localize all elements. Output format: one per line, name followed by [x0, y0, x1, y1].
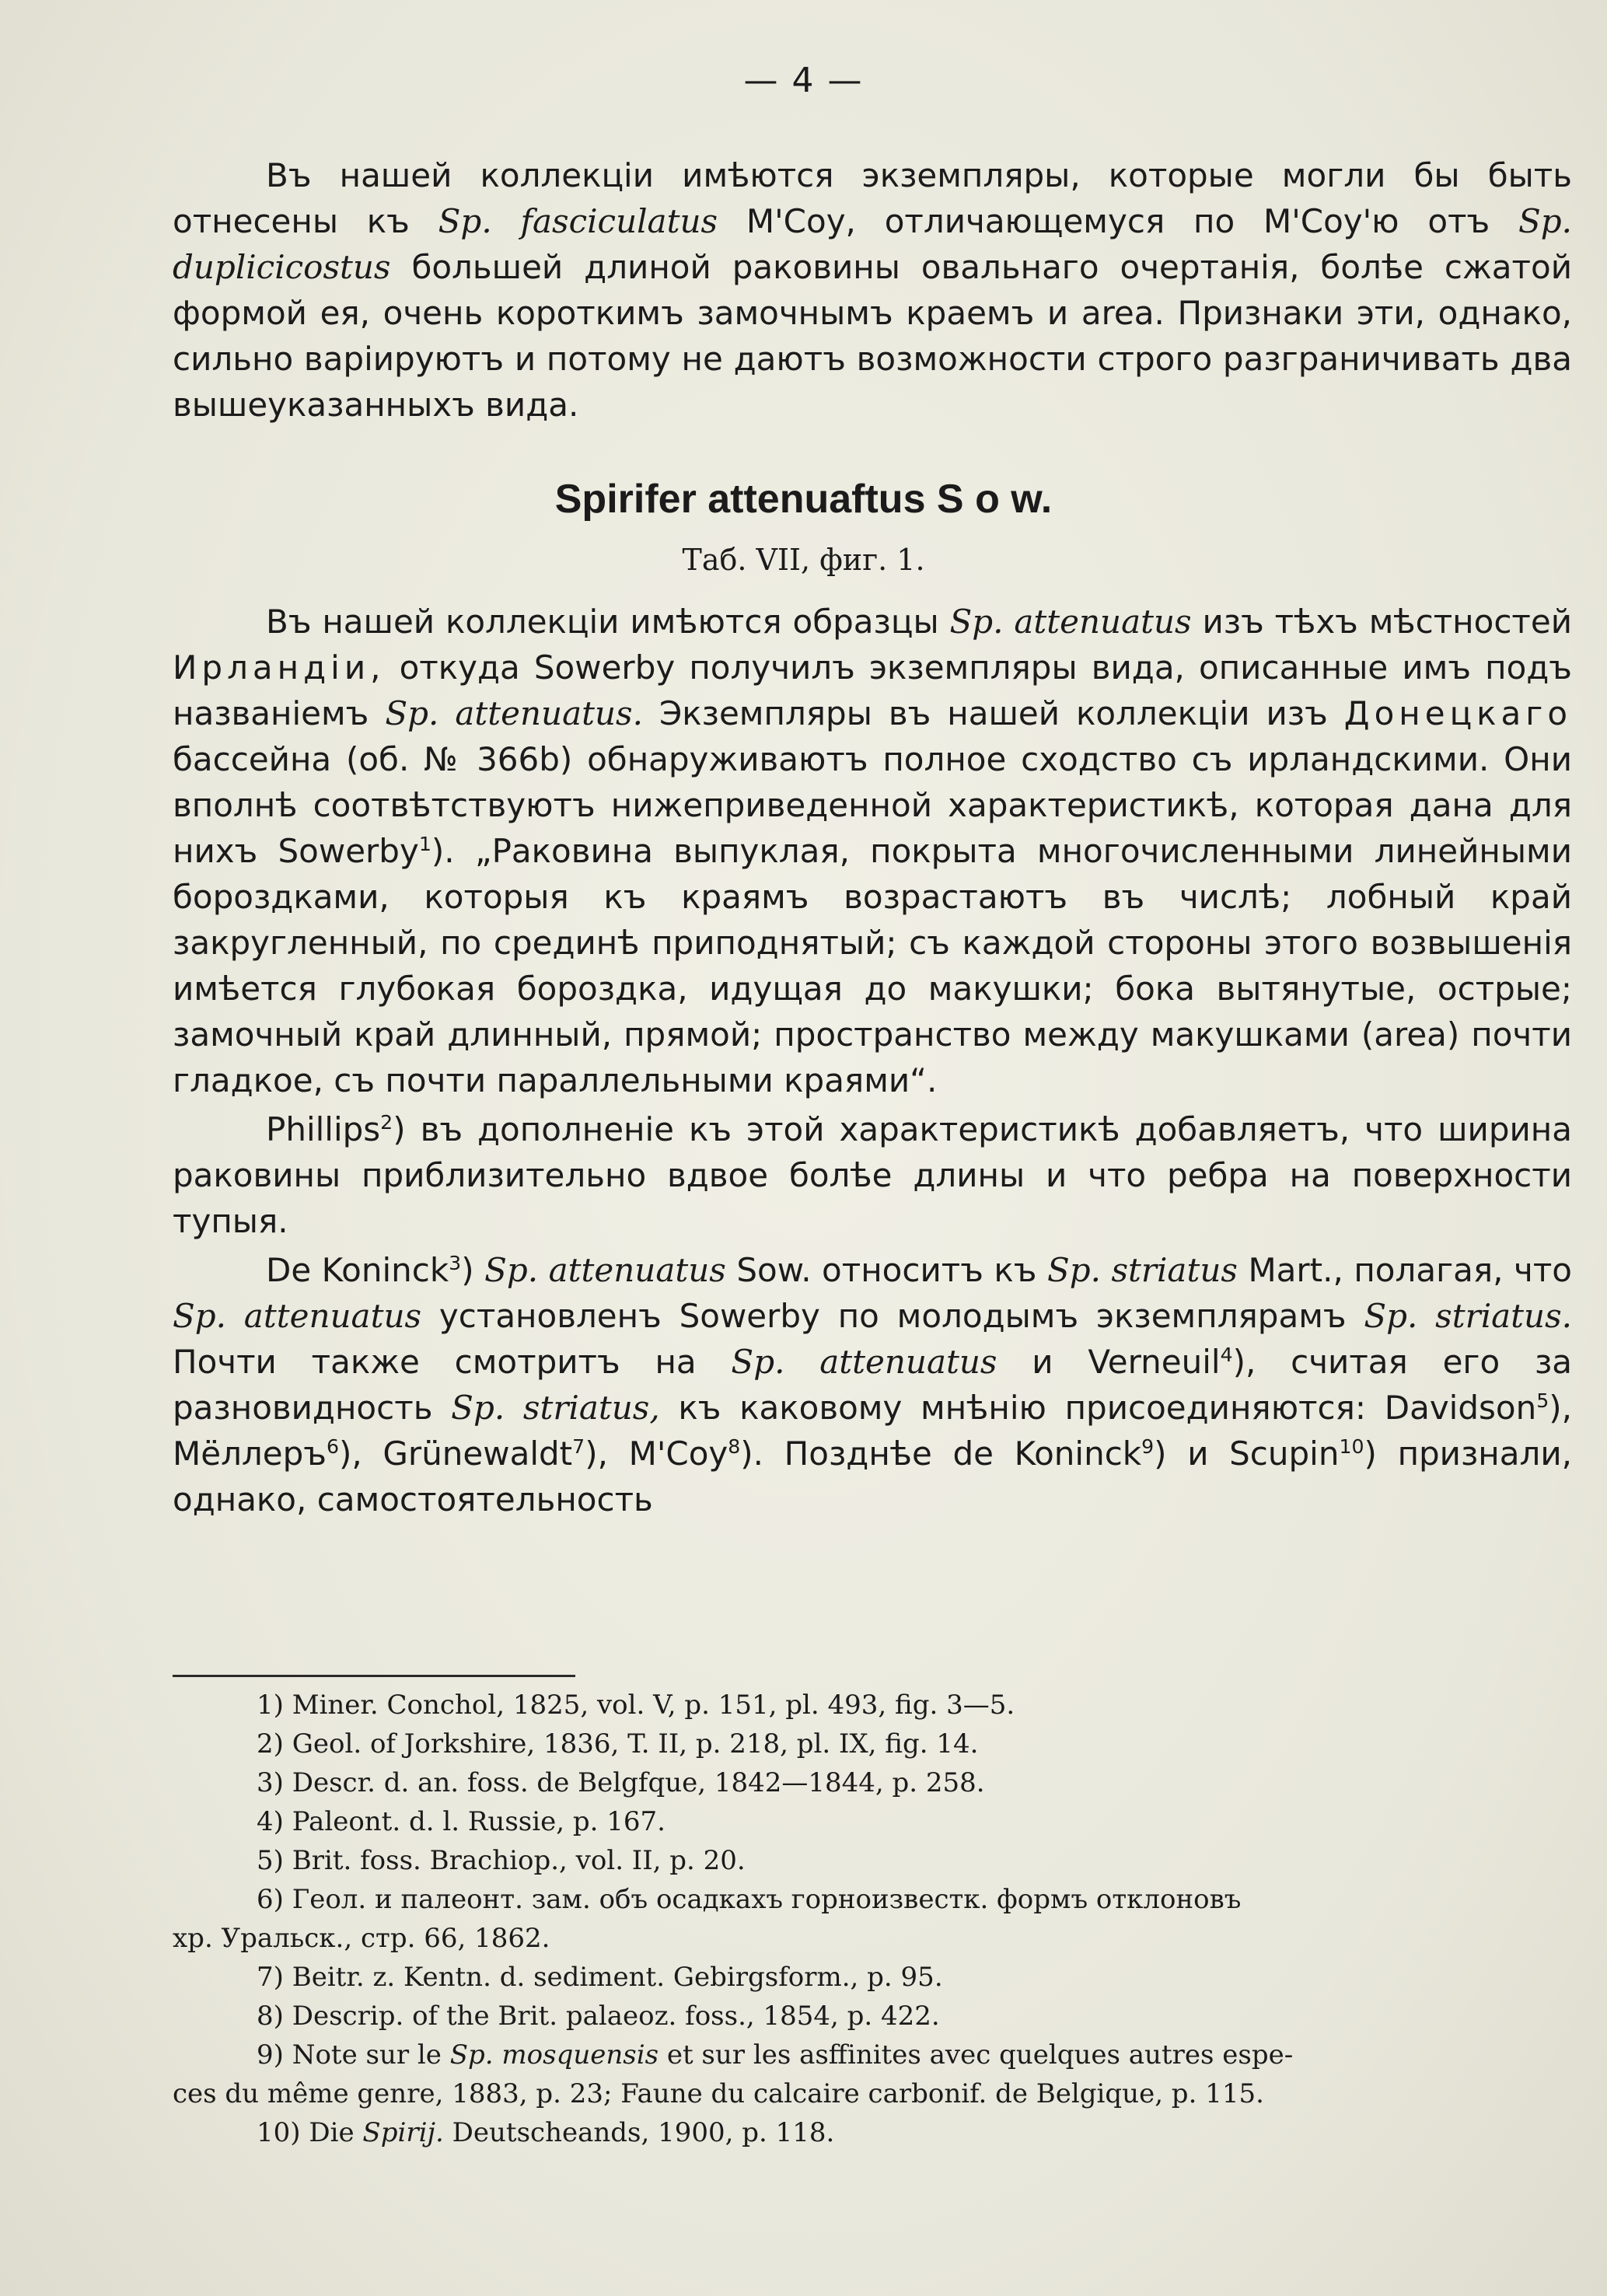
author-name: De Koninck — [266, 1251, 449, 1289]
footnote-4: 4) Paleont. d. l. Russie, p. 167. — [257, 1806, 666, 1837]
footnote-9-text: 9) Note sur le — [257, 2039, 442, 2071]
para4-text: считая его за разновидность — [173, 1343, 1573, 1427]
para4-text: M'Coy — [628, 1435, 728, 1473]
species-name: Sp. attenuatus. — [385, 694, 643, 732]
species-name: Sp. duplicicostus — [173, 202, 1572, 286]
species-name: Sp. attenuatus — [484, 1251, 726, 1289]
footnote-10-text: 10) Die — [257, 2117, 355, 2148]
species-name: Sp. mosquensis — [449, 2039, 659, 2071]
footnote-1: 1) Miner. Conchol, 1825, vol. V, p. 151, pl. 493, fig. 3—5. — [257, 1690, 1015, 1721]
para3-text: въ дополненіе къ этой характеристикѣ добавляетъ, что ширина раковины приблизительно вдвое болѣе длины и что ребра на поверхности тупыя. — [173, 1110, 1572, 1240]
footnote-5: 5) Brit. foss. Brachiop., vol. II, p. 20. — [257, 1845, 746, 1876]
footnote-8: 8) Descrip. of the Brit. palaeoz. foss., 1854, p. 422. — [257, 2001, 940, 2032]
species-name: Sp. striatus — [1046, 1251, 1238, 1289]
para4-text: Sow. относитъ къ — [736, 1251, 1037, 1289]
paragraph-1 — [173, 152, 1572, 428]
species-name: Sp. attenuatus — [731, 1343, 997, 1381]
para4-text: Мёллеръ — [173, 1435, 327, 1473]
para1-text: Въ нашей коллекціи имѣются экземпляры, которые могли бы быть отнесены къ — [173, 156, 1572, 240]
page-number: — 4 — — [743, 61, 864, 100]
para4-text: Mart., полагая, что — [1248, 1251, 1572, 1289]
para1-text: большей длиной раковины овальнаго очертанія, болѣе сжатой формой ея, очень короткимъ замочнымъ краемъ и area. Признаки эти, однако, сильно варіируютъ и потому не даютъ возможности строго разграничивать два вышеуказанныхъ вида. — [173, 248, 1572, 424]
para2-text: изъ тѣхъ мѣстностей — [1202, 603, 1573, 641]
para2-text: бассейна (об. № 366b) обнаруживаютъ полное сходство съ ирландскими. Они вполнѣ соотвѣтствуютъ нижеприведенной характеристикѣ, которая дана для нихъ Sowerby — [173, 740, 1572, 870]
footnote-9 — [257, 2036, 1578, 2074]
author-name: Phillips — [266, 1110, 381, 1148]
species-name: Sp. attenuatus — [173, 1297, 422, 1335]
plate-reference: Таб. VII, фиг. 1. — [682, 543, 925, 577]
footnotes — [173, 1686, 1578, 2152]
species-name: Sp. striatus, — [451, 1389, 660, 1427]
place-name: Донецкаго — [1343, 694, 1573, 732]
para4-text: къ каковому мнѣнію присоединяются: Davidson — [678, 1389, 1537, 1427]
footnote-6: 6) Геол. и палеонт. зам. объ осадкахъ горноизвестк. формъ отклоновъ — [257, 1884, 1242, 1915]
genus-name: Spirij. — [362, 2117, 444, 2148]
footnote-3: 3) Descr. d. an. foss. de Belgfque, 1842—1844, p. 258. — [257, 1767, 985, 1798]
para4-text: признали, однако, самостоятельность — [173, 1435, 1572, 1518]
para2-text: Въ нашей коллекціи имѣются образцы — [266, 603, 939, 641]
footnote-9-text: et sur les asffinites avec quelques autres espe- — [666, 2039, 1294, 2071]
section-heading: Spirifer attenuaftus S o w. — [554, 477, 1053, 522]
footnote-10-text: Deutscheands, 1900, p. 118. — [452, 2117, 835, 2148]
para4-text: установленъ Sowerby по молодымъ экземплярамъ — [438, 1297, 1347, 1335]
para4-text: и Verneuil — [1032, 1343, 1221, 1381]
para4-text: Grünewaldt — [383, 1435, 573, 1473]
footnote-9-cont: ces du même genre, 1883, p. 23; Faune du calcaire carbonif. de Belgique, p. 115. — [173, 2078, 1264, 2109]
para4-text: и Scupin — [1187, 1435, 1340, 1473]
para4-text: Позднѣе de Koninck — [784, 1435, 1142, 1473]
para2-text: Экземпляры въ нашей коллекціи изъ — [659, 694, 1328, 732]
para4-text: Почти также смотритъ на — [173, 1343, 697, 1381]
footnote-2: 2) Geol. of Jorkshire, 1836, T. II, p. 218, pl. IX, fig. 14. — [257, 1728, 979, 1760]
footnote-divider — [173, 1675, 575, 1677]
footnote-10 — [257, 2113, 1578, 2152]
paragraph-2: Въ нашей коллекціи имѣются образцы Sp. attenuatus изъ тѣхъ мѣстностей Ирландіи, откуда Sowerby получилъ экземпляры вида, описанные имъ подъ названіемъ Sp. attenuatus. Экземпляры въ нашей коллекціи изъ Донецкаго бассейна (об. № 366b) обнаруживаютъ полное сходство съ ирландскими. Они вполнѣ соотвѣтствуютъ нижеприведенной характеристикѣ, которая дана для нихъ Sowerby$^1$). „Раковина выпуклая, покрыта многочисленными линейными бороздками, которыя къ краямъ возрастаютъ въ числѣ; лобный край закругленный, по срединѣ приподнятый; съ каждой стороны этого возвышенія имѣется глубокая бороздка, идущая до макушки; бока вытянутые, острые; замочный край длинный, прямой; пространство между макушками (area) почти гладкое, съ почти параллельными краями“. Phillips$^2$) въ дополненіе къ этой характеристикѣ добавляетъ, что ширина раковины приблизительно вдвое болѣе длины и что ребра на поверхности тупыя. De Koninck$^3$) Sp. attenuatus Sow. относитъ къ Sp. striatus Mart., полагая, что Sp. attenuatus установленъ Sowerby по молодымъ экземплярамъ Sp. striatus. Почти также смотритъ на Sp. attenuatus и Verneuil$^4$), считая его за разновидность Sp. striatus, къ каковому мнѣнію присоединяются: Davidson$^5$), Мёллеръ$^6$), Grünewaldt$^7$), M'Coy$^8$). Позднѣе de Koninck$^9$) и Scupin$^{10}$) признали, однако, самостоятельность — [173, 603, 1573, 1518]
species-name: Sp. fasciculatus — [438, 202, 718, 240]
para2-text: откуда Sowerby получилъ экземпляры вида, описанные имъ подъ названіемъ — [173, 648, 1572, 732]
species-name: Sp. attenuatus — [949, 603, 1192, 641]
species-name: Sp. striatus. — [1364, 1297, 1572, 1335]
footnote-7: 7) Beitr. z. Kentn. d. sediment. Gebirgsform., p. 95. — [257, 1962, 943, 1993]
footnote-6-cont: хр. Уральск., стр. 66, 1862. — [173, 1923, 550, 1954]
para1-text: M'Coy, отличающемуся по M'Coy'ю отъ — [746, 202, 1490, 240]
place-name: Ирландіи, — [173, 648, 386, 687]
quote-text: „Раковина выпуклая, покрыта многочисленными линейными бороздками, которыя къ краямъ возрастаютъ въ числѣ; лобный край закругленный, по срединѣ приподнятый; съ каждой стороны этого возвышенія имѣется глубокая бороздка, идущая до макушки; бока вытянутые, острые; замочный край длинный, прямой; пространство между макушками (area) почти гладкое, съ почти параллельными краями“. — [173, 832, 1572, 1099]
